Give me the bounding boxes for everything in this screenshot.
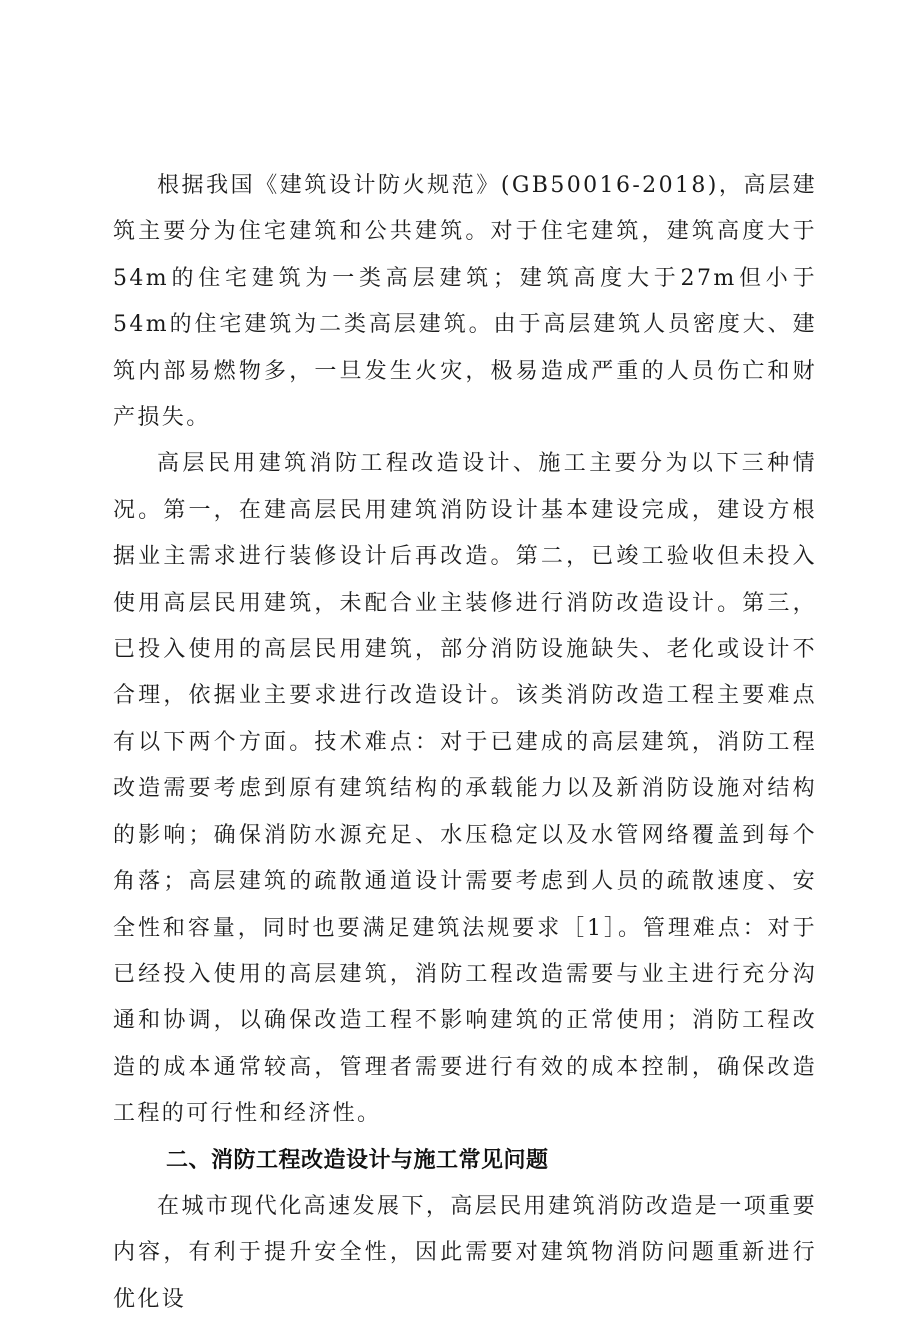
paragraph-renovation-difficulties: 高层民用建筑消防工程改造设计、施工主要分为以下三种情况。第一，在建高层民用建筑消防设计基本建设完成，建设方根据业主需求进行装修设计后再改造。第二，已竣工验收但未投入使用高层民用建筑，未配合业主装修进行消防改造设计。第三，已投入使用的高层民用建筑，部分消防设施缺失、老化或设计不合理，依据业主要求进行改造设计。该类消防改造工程主要难点有以下两个方面。技术难点：对于已建成的高层建筑，消防工程改造需要考虑到原有建筑结构的承载能力以及新消防设施对结构的影响；确保消防水源充足、水压稳定以及水管网络覆盖到每个角落；高层建筑的疏散通道设计需要考虑到人员的疏散速度、安全性和容量，同时也要满足建筑法规要求［1］。管理难点：对于已经投入使用的高层建筑，消防工程改造需要与业主进行充分沟通和协调，以确保改造工程不影响建筑的正常使用；消防工程改造的成本通常较高，管理者需要进行有效的成本控制，确保改造工程的可行性和经济性。 [113,451,817,1127]
section-heading: 二、消防工程改造设计与施工常见问题 [166,1147,549,1173]
document-body [113,163,817,1323]
paragraph-section-intro: 在城市现代化高速发展下，高层民用建筑消防改造是一项重要内容，有利于提升安全性，因此需要对建筑物消防问题重新进行优化设 [113,1193,817,1312]
paragraph-building-classification: 根据我国《建筑设计防火规范》(GB50016-2018)，高层建筑主要分为住宅建筑和公共建筑。对于住宅建筑，建筑高度大于54m的住宅建筑为一类高层建筑；建筑高度大于27m但小于54m的住宅建筑为二类高层建筑。由于高层建筑人员密度大、建筑内部易燃物多，一旦发生火灾，极易造成严重的人员伤亡和财产损失。 [113,173,817,431]
